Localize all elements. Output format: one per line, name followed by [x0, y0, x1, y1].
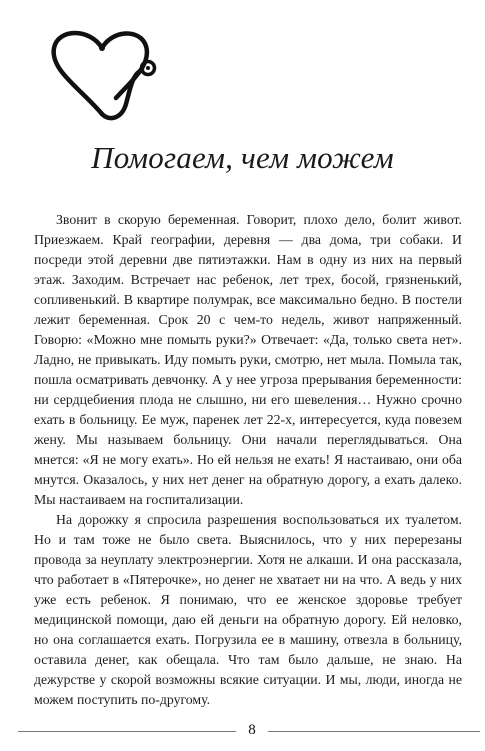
body-text	[34, 210, 462, 710]
page-number: 8	[248, 722, 256, 738]
paragraph: Звонит в скорую беременная. Говорит, плохо дело, болит живот. Приезжаем. Край географии, деревня — два дома, три собаки. И посреди этой деревни две пятиэтажки. Нам в одну из них на первый этаж. Заходим. Встречает нас ребенок, лет трех, босой, грязненький, сопливенький. В квартире полумрак, все максимально бедно. В постели лежит беременная. Срок 20 с чем-то недель, живот напряженный. Говорю: «Можно мне помыть руки?» Отвечает: «Да, только света нет». Ладно, не привыкать. Иду помыть руки, смотрю, нет мыла. Помыла так, пошла осматривать девчонку. А у нее угроза прерывания беременности: ни сердцебиения плода не слышно, ни его шевеления… Нужно срочно ехать в больницу. Ее муж, паренек лет 22-х, интересуется, куда повезем жену. Мы называем больницу. Они начали переглядываться. Она мнется: «Я не могу ехать». Но ей нельзя не ехать! Я настаиваю, они оба мнутся. Оказалось, у них нет денег на обратную дорогу, а ехать далеко. Мы настаиваем на госпитализации.	[34, 212, 462, 507]
footer-divider	[268, 731, 480, 732]
stethoscope-heart-icon	[40, 18, 170, 130]
page-title: Помогаем, чем можем	[91, 140, 394, 175]
footer-divider	[18, 731, 236, 732]
paragraph: На дорожку я спросила разрешения воспользоваться их туалетом. Но и там тоже не было света. Выяснилось, что у них перерезаны провода за неуплату электроэнергии. Хотя не алкаши. И она рассказала, что работает в «Пятерочке», но денег не хватает ни на что. А ведь у них уже есть ребенок. Я понимаю, что ее женское здоровье требует медицинской помощи, даю ей деньги на обратную дорогу. Ей неловко, но она соглашается ехать. Погрузила ее в машину, отвезла в больницу, оставила денег, как обещала. Что там было дальше, не знаю. На дежурстве у скорой возможны всякие ситуации. И мы, люди, иногда не можем поступить по-другому.	[34, 512, 462, 707]
